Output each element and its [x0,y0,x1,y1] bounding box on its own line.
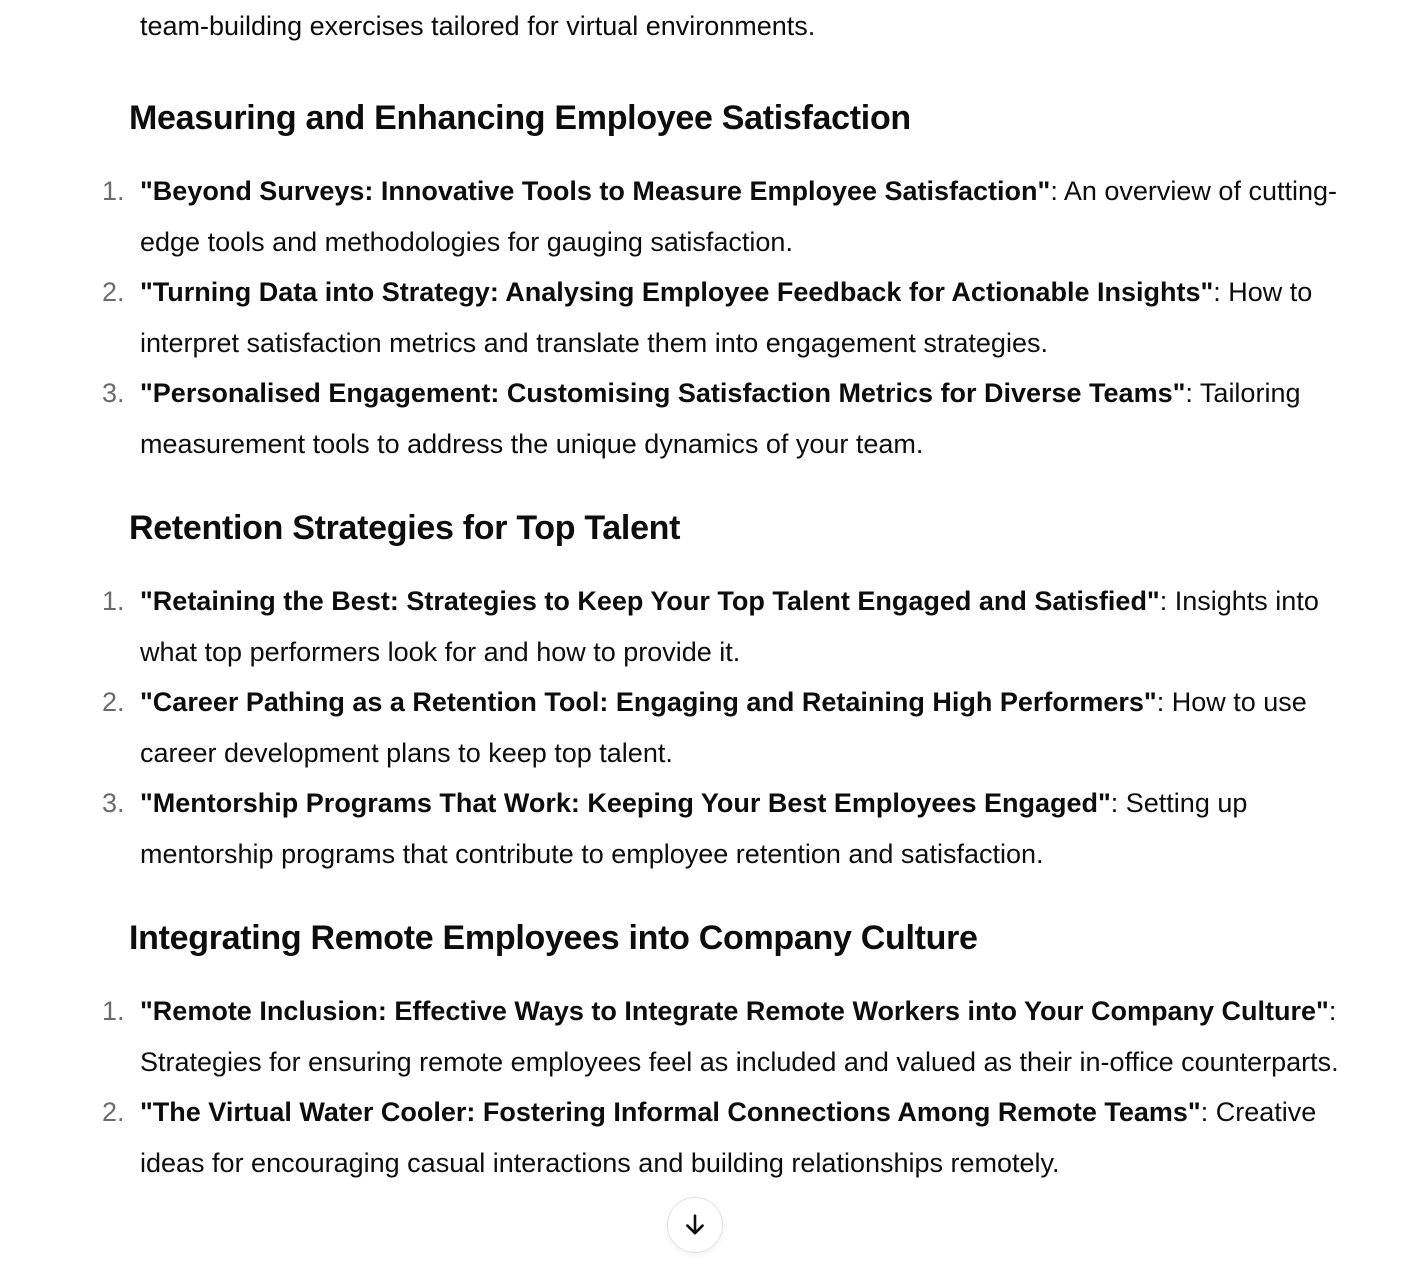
list-item-title: "Remote Inclusion: Effective Ways to Integrate Remote Workers into Your Company Culture" [140,996,1329,1026]
list-item-description: : An overview of cutting-edge tools and methodologies for gauging satisfaction. [140,176,1337,257]
list-item-number: 2. [102,687,125,717]
list-item-title: "Personalised Engagement: Customising Satisfaction Metrics for Diverse Teams" [140,378,1186,408]
list-item-number: 3. [102,788,125,818]
list-item-title: "Career Pathing as a Retention Tool: Engaging and Retaining High Performers" [140,687,1157,717]
section-heading: Integrating Remote Employees into Company Culture [129,919,978,957]
list-item-number: 1. [102,176,125,206]
list-item-title: "The Virtual Water Cooler: Fostering Informal Connections Among Remote Teams" [140,1097,1201,1127]
section-heading: Measuring and Enhancing Employee Satisfaction [129,99,911,137]
list-item [0,778,1418,879]
list-item-description: : Strategies for ensuring remote employees feel as included and valued as their in-office counterparts. [140,996,1339,1077]
list-item-number: 3. [102,378,125,408]
list-item-number: 2. [102,277,125,307]
list-item [0,368,1418,469]
list-item-title: "Retaining the Best: Strategies to Keep Your Top Talent Engaged and Satisfied" [140,586,1160,616]
list-item [0,166,1418,267]
list-item-description: : Insights into what top performers look for and how to provide it. [140,586,1319,667]
list-item-description: : Setting up mentorship programs that contribute to employee retention and satisfaction. [140,788,1248,869]
list-item-description: : How to use career development plans to keep top talent. [140,687,1307,768]
section-heading: Retention Strategies for Top Talent [129,509,681,547]
list-item-title: "Beyond Surveys: Innovative Tools to Measure Employee Satisfaction" [140,176,1051,206]
list-item-number: 1. [102,996,125,1026]
list-item-description: : How to interpret satisfaction metrics and translate them into engagement strategies. [140,277,1313,358]
list-item [0,1087,1418,1188]
list-item-description: : Tailoring measurement tools to address the unique dynamics of your team. [140,378,1301,459]
list-item [0,677,1418,778]
intro-text: team-building exercises tailored for virtual environments. [140,11,816,41]
ordered-list [0,576,1418,879]
list-item [0,986,1418,1087]
list-item [0,267,1418,368]
list-item-number: 2. [102,1097,125,1127]
ordered-list [0,166,1418,469]
list-item-number: 1. [102,586,125,616]
list-item-description: : Creative ideas for encouraging casual interactions and building relationships remotely. [140,1097,1317,1178]
scroll-to-bottom-button[interactable] [667,1197,723,1253]
list-item-title: "Mentorship Programs That Work: Keeping Your Best Employees Engaged" [140,788,1111,818]
arrow-down-icon [681,1211,709,1239]
list-item-title: "Turning Data into Strategy: Analysing Employee Feedback for Actionable Insights" [140,277,1214,307]
list-item [0,576,1418,677]
ordered-list [0,986,1418,1188]
